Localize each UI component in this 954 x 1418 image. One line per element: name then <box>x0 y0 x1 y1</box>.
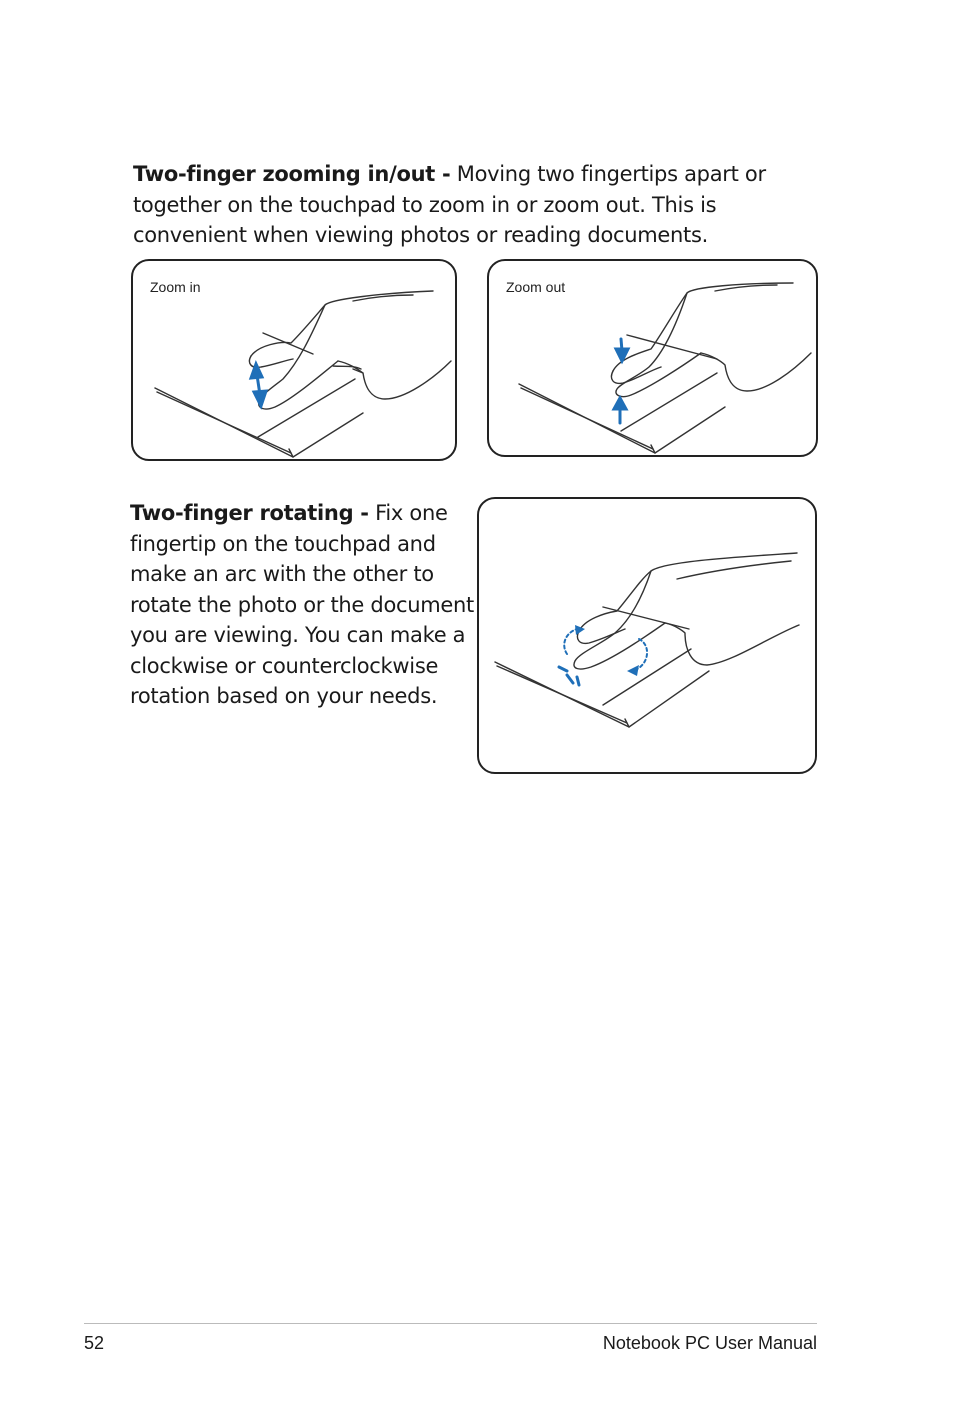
rotate-hand-drawing <box>479 499 817 774</box>
page-number: 52 <box>84 1333 105 1353</box>
rotate-paragraph <box>130 498 475 712</box>
manual-title: Notebook PC User Manual <box>602 1333 817 1353</box>
zoom-out-hand-drawing <box>489 261 818 457</box>
rotate-description: Fix one fingertip on the touchpad and make an arc with the other to rotate the photo or the document you are viewing. You can make a clockwise or counterclockwise rotation based on your needs. <box>130 501 474 708</box>
zoom-description: Moving two fingertips apart or together on the touchpad to zoom in or zoom out. This is convenient when viewing photos or reading documents. <box>133 162 766 247</box>
zoom-paragraph <box>133 159 833 251</box>
zoom-in-hand-drawing <box>133 261 457 461</box>
footer-divider <box>84 1323 817 1324</box>
zoom-in-illustration <box>131 259 457 461</box>
zoom-out-label: Zoom out <box>506 279 566 295</box>
zoom-out-illustration <box>487 259 818 457</box>
rotate-illustration <box>477 497 817 774</box>
zoom-in-label: Zoom in <box>150 279 201 295</box>
rotate-heading: Two-finger rotating - <box>130 501 369 525</box>
zoom-heading: Two-finger zooming in/out - <box>133 162 451 186</box>
